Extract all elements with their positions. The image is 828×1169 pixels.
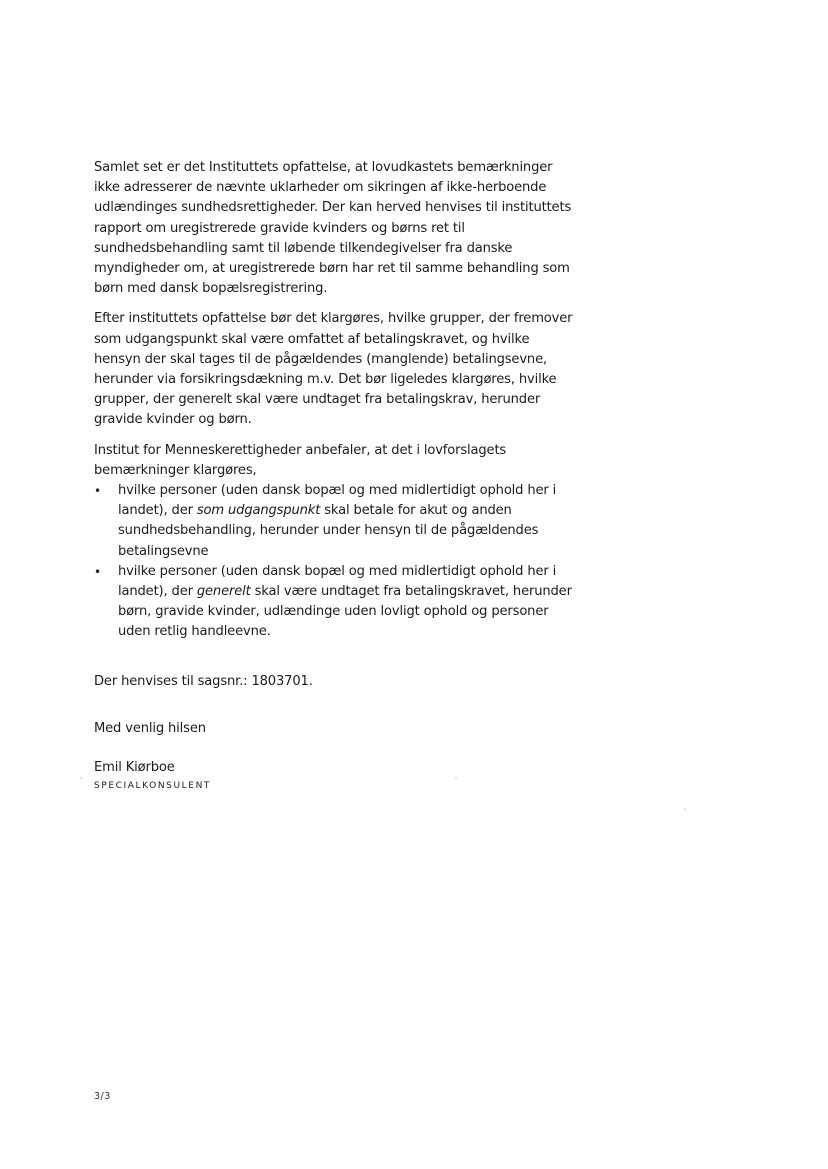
- closing-salutation: Med venlig hilsen: [94, 720, 206, 736]
- case-reference: Der henvises til sagsnr.: 1803701.: [94, 673, 313, 689]
- recommendation-list: [94, 481, 574, 643]
- list-item-text: skal betale for akut og anden sundhedsbehandling, herunder under hensyn til de pågældendes betalingsevne: [118, 503, 539, 559]
- list-item: [94, 562, 574, 643]
- letter-body: [94, 158, 574, 792]
- signature-block: [94, 758, 574, 792]
- bullet-icon: •: [94, 484, 101, 499]
- page-number: 3/3: [94, 1091, 111, 1102]
- paragraph-assessment: Samlet set er det Instituttets opfattelse, at lovudkastets bemærkninger ikke adresserer de nævnte uklarheder om sikringen af ikke-herboende udlændinges sundhedsrettigheder. Der kan herved henvises til instituttets rapport om uregistrerede gravide kvinders og børns ret til sundhedsbehandling samt til løbende tilkendegivelser fra danske myndigheder om, at uregistrerede børn har ret til samme behandling som børn med dansk bopælsregistrering.: [94, 160, 572, 297]
- scan-speck: [80, 777, 82, 779]
- list-item-text: skal være undtaget fra betalingskravet, herunder børn, gravide kvinder, udlændinge uden lovligt ophold og personer uden retlig handleevne.: [118, 584, 572, 640]
- recommendation-section: [94, 441, 574, 643]
- recommendation-intro: Institut for Menneskerettigheder anbefaler, at det i lovforslagets bemærkninger klargøres,: [94, 442, 507, 478]
- list-item: [94, 481, 574, 562]
- list-item-emphasis: generelt: [196, 584, 251, 600]
- bullet-icon: •: [94, 564, 101, 579]
- list-item-emphasis: som udgangspunkt: [196, 503, 321, 519]
- scan-speck: [684, 808, 686, 810]
- signatory-name: Emil Kiørboe: [94, 760, 175, 776]
- paragraph-clarification: Efter instituttets opfattelse bør det klargøres, hvilke grupper, der fremover som udgangspunkt skal være omfattet af betalingskravet, og hvilke hensyn der skal tages til de pågældendes (manglende) betalingsevne, herunder via forsikringsdækning m.v. Det bør ligeledes klargøres, hvilke grupper, der generelt skal være undtaget fra betalingskrav, herunder gravide kvinder og børn.: [94, 311, 573, 428]
- scan-speck: [455, 777, 457, 779]
- list-item-text: hvilke personer (uden dansk bopæl og med midlertidigt ophold her i landet), der: [118, 563, 557, 600]
- list-item-text: hvilke personer (uden dansk bopæl og med midlertidigt ophold her i landet), der: [118, 483, 557, 519]
- signatory-title: SPECIALKONSULENT: [94, 781, 211, 792]
